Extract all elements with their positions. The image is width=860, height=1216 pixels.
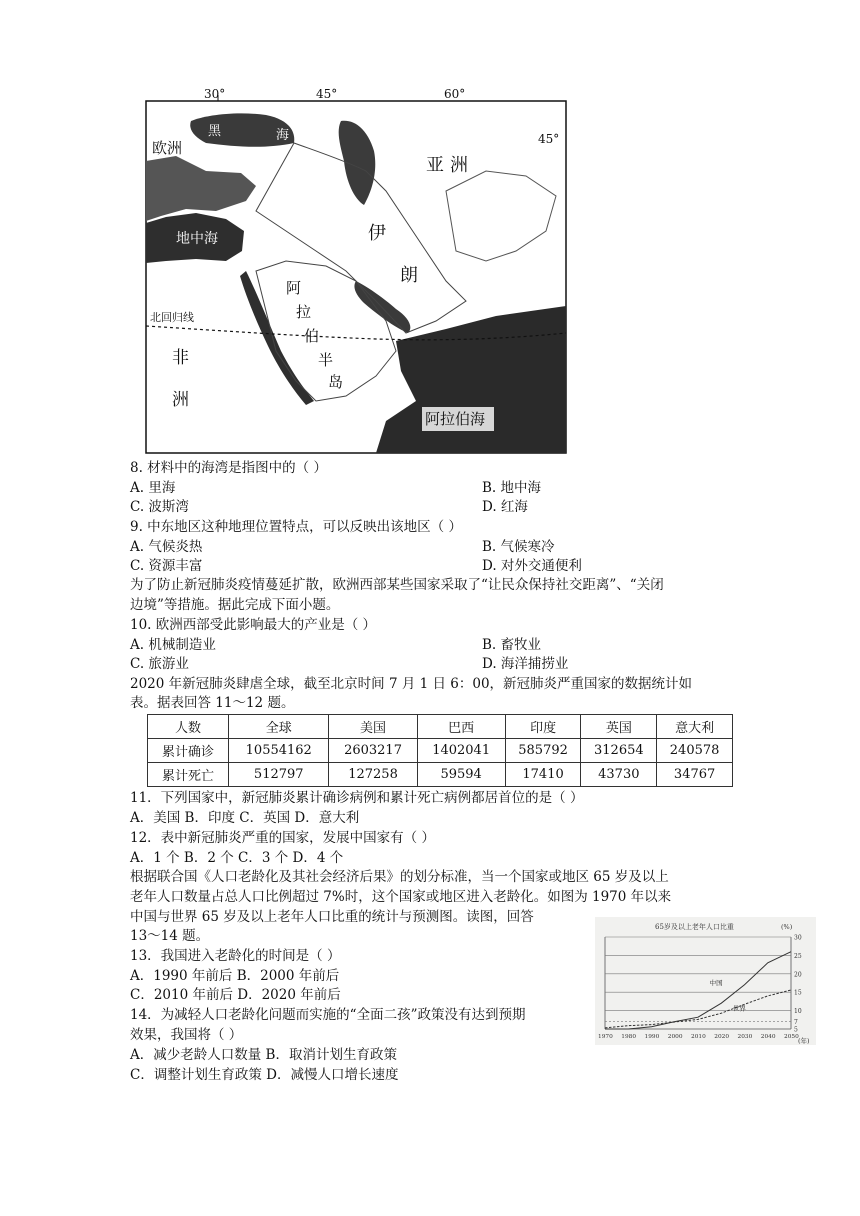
intro-11-line-2: 表。据表回答 11～12 题。 — [130, 695, 295, 711]
label-arabia-1: 阿 — [286, 279, 302, 297]
lon-label-30: 30° — [204, 87, 226, 101]
q8-option-b: B. 地中海 — [482, 480, 542, 496]
chart-x-tick-label: 2040 — [760, 1034, 776, 1040]
q14-stem-line-2: 效果，我国将（ ） — [130, 1027, 243, 1043]
intro-10-line-1: 为了防止新冠肺炎疫情蔓延扩散，欧洲西部某些国家采取了“让民众保持社交距离”、“关闭 — [130, 577, 664, 593]
label-arabia-4: 半 — [318, 351, 334, 369]
table-row — [148, 763, 733, 787]
chart-series-line-世界 — [605, 990, 791, 1028]
label-black-sea-1: 黑 — [208, 124, 222, 139]
q8-option-d: D. 红海 — [482, 499, 528, 515]
chart-series-line-中国 — [605, 952, 791, 1029]
chart-x-tick-label: 2030 — [737, 1034, 753, 1040]
q10-option-b: B. 畜牧业 — [482, 637, 542, 653]
q10-option-a: A. 机械制造业 — [130, 637, 216, 653]
table-cell: 1402041 — [417, 739, 505, 763]
table-cell: 127258 — [329, 763, 417, 787]
q11-stem: 11．下列国家中，新冠肺炎累计确诊病例和累计死亡病例都居首位的是（ ） — [130, 790, 584, 806]
label-iran-2: 朗 — [400, 265, 418, 286]
table-header-cell: 巴西 — [417, 715, 505, 739]
chart-x-tick-label: 2020 — [714, 1034, 730, 1040]
chart-x-tick-label: 2010 — [691, 1034, 706, 1040]
table-header-cell: 全球 — [229, 715, 329, 739]
chart-series-label: 世界 — [732, 1004, 746, 1013]
q9-option-d: D. 对外交通便利 — [482, 558, 582, 574]
intro-10-line-2: 边境”等措施。据此完成下面小题。 — [130, 597, 340, 613]
q11-options: A．美国 B．印度 C．英国 D．意大利 — [130, 810, 360, 826]
table-cell: 43730 — [581, 763, 657, 787]
lat-label-45: 45° — [538, 132, 560, 146]
chart-title: 65岁及以上老年人口比重 — [655, 923, 734, 931]
chart-unit: (%) — [781, 923, 793, 931]
q12-options: A．1 个 B．2 个 C．3 个 D．4 个 — [130, 850, 344, 866]
chart-y-tick-label: 7 — [794, 1019, 798, 1027]
label-mediterranean: 地中海 — [176, 231, 218, 247]
table-header-cell: 英国 — [581, 715, 657, 739]
table-cell: 312654 — [581, 739, 657, 763]
label-tropic: 北回归线 — [150, 311, 194, 324]
chart-x-tick-label: 2000 — [667, 1034, 683, 1040]
table-cell: 累计死亡 — [148, 763, 229, 787]
intro-13-line-1: 根据联合国《人口老龄化及其社会经济后果》的划分标准，当一个国家或地区 65 岁及以上 — [130, 869, 669, 885]
table-header-cell: 印度 — [505, 715, 581, 739]
table-cell: 累计确诊 — [148, 739, 229, 763]
q9-stem: 9. 中东地区这种地理位置特点，可以反映出该地区（ ） — [130, 519, 462, 535]
q14-options-row-2: C．调整计划生育政策 D．减慢人口增长速度 — [130, 1067, 399, 1083]
table-cell: 2603217 — [329, 739, 417, 763]
covid-data-table — [147, 714, 733, 787]
q13-options-row-2: C．2010 年前后 D．2020 年前后 — [130, 987, 341, 1003]
q10-option-c: C. 旅游业 — [130, 656, 189, 672]
middle-east-map — [146, 87, 566, 453]
q9-option-a: A. 气候炎热 — [130, 539, 203, 555]
table-cell: 585792 — [505, 739, 581, 763]
chart-x-tick-label: 1990 — [644, 1034, 660, 1040]
q8-option-a: A. 里海 — [130, 480, 176, 496]
q9-option-c: C. 资源丰富 — [130, 558, 203, 574]
table-cell: 240578 — [657, 739, 733, 763]
q8-option-c: C. 波斯湾 — [130, 499, 189, 515]
label-europe: 欧洲 — [152, 139, 183, 157]
label-asia: 亚洲 — [426, 155, 474, 176]
intro-13-line-2: 老年人口数量占总人口比例超过 7%时，这个国家或地区进入老龄化。如图为 1970 年以来 — [130, 889, 672, 905]
intro-13-line-4: 13～14 题。 — [130, 928, 210, 944]
label-africa-1: 非 — [172, 348, 189, 368]
chart-y-tick-label: 15 — [794, 989, 802, 997]
chart-x-tick-label: 2050 — [784, 1034, 799, 1040]
q14-stem-line-1: 14．为减轻人口老龄化问题而实施的“全面二孩”政策没有达到预期 — [130, 1007, 526, 1023]
label-black-sea-2: 海 — [276, 128, 290, 143]
chart-y-tick-label: 20 — [794, 971, 802, 979]
aging-population-chart — [595, 917, 816, 1045]
label-arabia-2: 拉 — [296, 303, 312, 321]
table-cell: 17410 — [505, 763, 581, 787]
lon-label-45: 45° — [316, 87, 338, 101]
chart-xunit: (年) — [798, 1037, 810, 1045]
q13-options-row-1: A．1990 年前后 B．2000 年前后 — [130, 968, 340, 984]
q10-option-d: D. 海洋捕捞业 — [482, 656, 569, 672]
label-iran-1: 伊 — [368, 223, 386, 244]
chart-x-tick-label: 1980 — [621, 1034, 637, 1040]
q12-stem: 12．表中新冠肺炎严重的国家，发展中国家有（ ） — [130, 830, 435, 846]
table-header-cell: 美国 — [329, 715, 417, 739]
lon-label-60: 60° — [444, 87, 466, 101]
table-row — [148, 739, 733, 763]
label-arabia-5: 岛 — [328, 373, 344, 391]
table-header-row — [148, 715, 733, 739]
q13-stem: 13．我国进入老龄化的时间是（ ） — [130, 948, 341, 964]
chart-series-label: 中国 — [709, 978, 723, 987]
label-africa-2: 洲 — [172, 390, 189, 410]
label-arabian-sea: 阿拉伯海 — [425, 410, 486, 428]
table-cell: 10554162 — [229, 739, 329, 763]
table-cell: 34767 — [657, 763, 733, 787]
q9-option-b: B. 气候寒冷 — [482, 539, 555, 555]
q14-options-row-1: A．减少老龄人口数量 B．取消计划生育政策 — [130, 1047, 397, 1063]
chart-y-tick-label: 25 — [794, 952, 802, 960]
q10-stem: 10. 欧洲西部受此影响最大的产业是（ ） — [130, 617, 377, 633]
intro-13-line-3: 中国与世界 65 岁及以上老年人口比重的统计与预测图。读图，回答 — [130, 909, 534, 925]
table-cell: 59594 — [417, 763, 505, 787]
table-cell: 512797 — [229, 763, 329, 787]
q8-stem: 8. 材料中的海湾是指图中的（ ） — [130, 460, 327, 476]
table-header-cell: 意大利 — [657, 715, 733, 739]
chart-y-tick-label: 30 — [794, 934, 802, 942]
table-header-cell: 人数 — [148, 715, 229, 739]
label-arabia-3: 伯 — [304, 327, 320, 345]
chart-y-tick-label: 5 — [794, 1026, 798, 1034]
chart-y-tick-label: 10 — [794, 1008, 802, 1016]
intro-11-line-1: 2020 年新冠肺炎肆虐全球，截至北京时间 7 月 1 日 6：00，新冠肺炎严重国家的数据统计如 — [130, 676, 693, 692]
chart-x-tick-label: 1970 — [598, 1034, 613, 1040]
